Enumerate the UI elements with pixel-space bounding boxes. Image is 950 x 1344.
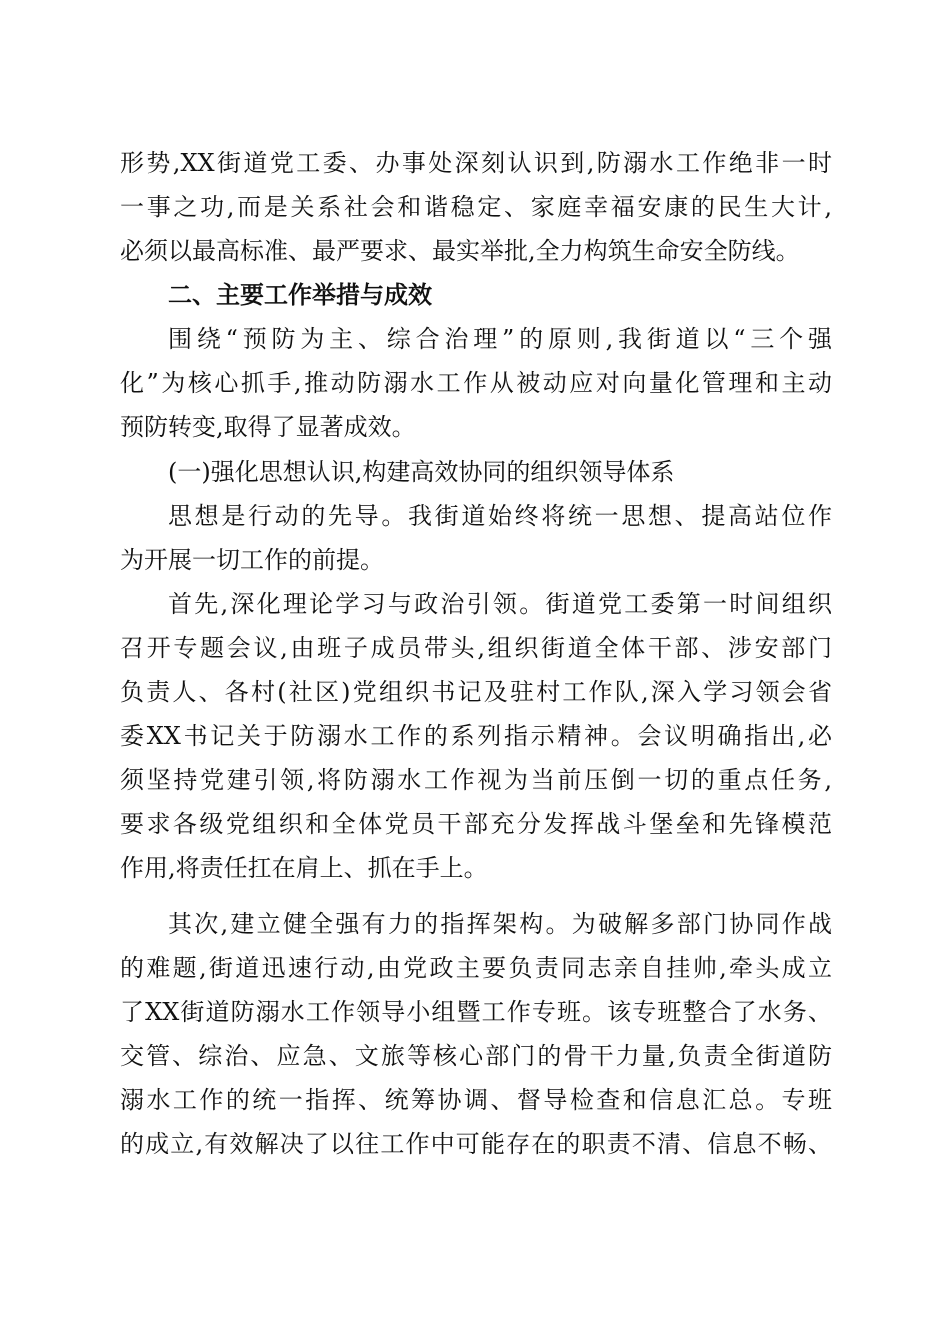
paragraph-line-13: 负责人、各村(社区)党组织书记及驻村工作队,深入学习领会省	[120, 678, 832, 706]
paragraph-line-17: 作用,将责任扛在肩上、抓在手上。	[120, 854, 488, 882]
paragraph-line-7: 预防转变,取得了显著成效。	[120, 413, 416, 441]
paragraph-line-18: 其次,建立健全强有力的指挥架构。为破解多部门协同作战	[168, 910, 832, 938]
paragraph-line-11: 首先,深化理论学习与政治引领。街道党工委第一时间组织	[168, 590, 832, 618]
paragraph-line-5: 围绕“预防为主、综合治理”的原则,我街道以“三个强	[168, 325, 832, 353]
paragraph-line-15: 须坚持党建引领,将防溺水工作视为当前压倒一切的重点任务,	[120, 766, 832, 794]
paragraph-line-3: 必须以最高标准、最严要求、最实举批,全力构筑生命安全防线。	[120, 237, 800, 265]
paragraph-line-21: 交管、综治、应急、文旅等核心部门的骨干力量,负责全街道防	[120, 1042, 832, 1070]
paragraph-line-14: 委XX书记关于防溺水工作的系列指示精神。会议明确指出,必	[120, 722, 832, 750]
subsection-heading: (一)强化思想认识,构建高效协同的组织领导体系	[168, 458, 675, 486]
paragraph-line-6: 化”为核心抓手,推动防溺水工作从被动应对向量化管理和主动	[120, 369, 832, 397]
paragraph-line-12: 召开专题会议,由班子成员带头,组织街道全体干部、涉安部门	[120, 634, 832, 662]
section-heading: 二、主要工作举措与成效	[168, 281, 432, 309]
paragraph-line-2: 一事之功,而是关系社会和谐稳定、家庭幸福安康的民生大计,	[120, 193, 832, 221]
paragraph-line-23: 的成立,有效解决了以往工作中可能存在的职责不清、信息不畅、	[120, 1130, 832, 1158]
paragraph-line-20: 了XX街道防溺水工作领导小组暨工作专班。该专班整合了水务、	[120, 998, 832, 1026]
paragraph-line-1: 形势,XX街道党工委、办事处深刻认识到,防溺水工作绝非一时	[120, 149, 832, 177]
paragraph-line-10: 为开展一切工作的前提。	[120, 546, 384, 574]
paragraph-line-16: 要求各级党组织和全体党员干部充分发挥战斗堡垒和先锋模范	[120, 810, 832, 838]
paragraph-line-19: 的难题,街道迅速行动,由党政主要负责同志亲自挂帅,牵头成立	[120, 954, 832, 982]
paragraph-line-9: 思想是行动的先导。我街道始终将统一思想、提高站位作	[168, 502, 832, 530]
paragraph-line-22: 溺水工作的统一指挥、统筹协调、督导检查和信息汇总。专班	[120, 1086, 832, 1114]
